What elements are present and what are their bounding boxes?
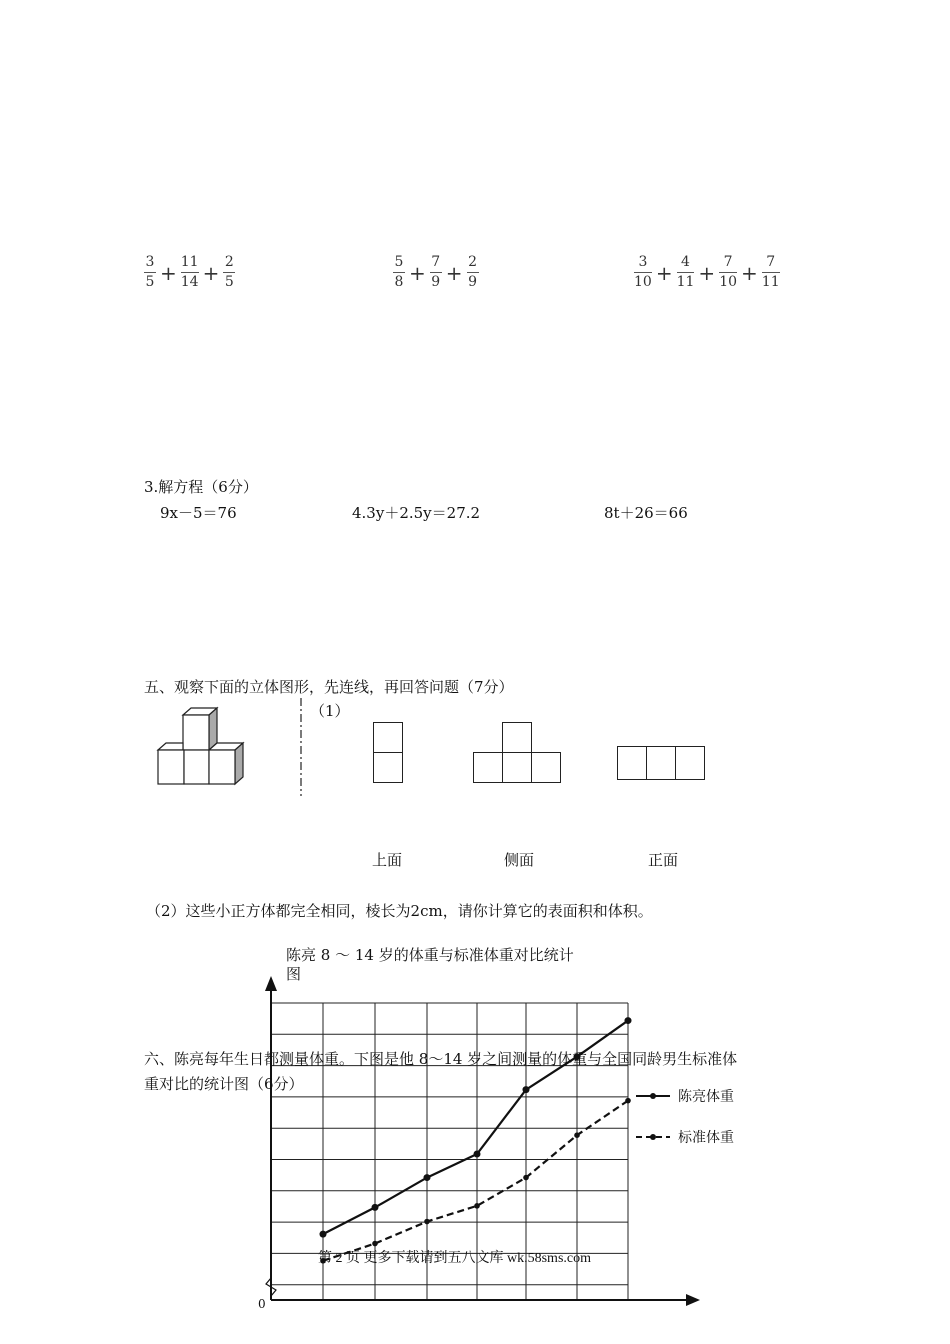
numerator: 3 xyxy=(145,254,155,270)
numerator: 7 xyxy=(723,254,733,270)
legend-label: 陈亮体重 xyxy=(678,1089,734,1105)
numerator: 2 xyxy=(224,254,234,270)
series-line-2 xyxy=(323,1101,628,1261)
origin-label: 0 xyxy=(258,1297,266,1311)
numerator: 7 xyxy=(431,254,441,270)
page-footer: 第 2 页 更多下载请到五八文库 wk.58sms.com xyxy=(318,1251,591,1266)
denominator: 11 xyxy=(676,274,695,290)
section-6-line-1: 六、陈亮每年生日都测量体重。下图是他 8～14 岁之间测量的体重与全国同龄男生标准体 xyxy=(144,1050,738,1068)
denominator: 10 xyxy=(634,274,652,290)
question-2: （2）这些小正方体都完全相同，棱长为2cm，请你计算它的表面积和体积。 xyxy=(146,902,653,920)
view-label-front: 正面 xyxy=(648,851,679,869)
plus-sign: + xyxy=(202,260,220,285)
section-3-title: 3.解方程（6分） xyxy=(144,478,258,496)
data-point xyxy=(474,1203,480,1209)
denominator: 5 xyxy=(224,274,234,290)
data-point xyxy=(523,1086,530,1093)
numerator: 5 xyxy=(394,254,404,270)
data-point xyxy=(372,1204,379,1211)
equation-3: 8t＋26＝66 xyxy=(604,504,688,522)
plus-sign: + xyxy=(445,260,463,285)
plus-sign: + xyxy=(741,260,758,285)
legend-marker xyxy=(650,1134,656,1140)
denominator: 10 xyxy=(719,274,738,290)
data-point xyxy=(372,1241,378,1247)
denominator: 8 xyxy=(394,274,404,290)
chart-title-line-1: 陈亮 8 ～ 14 岁的体重与标准体重对比统计 xyxy=(286,946,574,964)
numerator: 11 xyxy=(180,254,199,270)
data-point xyxy=(320,1231,327,1238)
legend-label: 标准体重 xyxy=(678,1130,734,1146)
plus-sign: + xyxy=(655,260,673,285)
data-point xyxy=(523,1175,529,1181)
plus-sign: + xyxy=(409,260,426,285)
equation-2: 4.3y＋2.5y＝27.2 xyxy=(352,504,481,522)
data-point xyxy=(424,1219,430,1225)
view-label-side: 侧面 xyxy=(504,851,535,869)
denominator: 14 xyxy=(180,274,199,290)
plus-sign: + xyxy=(160,260,177,285)
numerator: 7 xyxy=(766,254,776,270)
chart-title-line-2: 图 xyxy=(286,965,302,983)
data-point xyxy=(625,1098,631,1104)
denominator: 11 xyxy=(761,274,780,290)
data-point xyxy=(474,1151,481,1158)
numerator: 4 xyxy=(681,254,690,270)
legend-marker xyxy=(650,1093,656,1099)
denominator: 5 xyxy=(145,274,155,290)
denominator: 9 xyxy=(468,274,477,290)
denominator: 9 xyxy=(431,274,441,290)
data-point xyxy=(574,1132,580,1138)
view-label-top: 上面 xyxy=(372,851,403,869)
data-point xyxy=(625,1017,632,1024)
equation-1: 9x－5＝76 xyxy=(160,504,237,522)
numerator: 2 xyxy=(468,254,477,270)
data-point xyxy=(424,1174,431,1181)
plus-sign: + xyxy=(698,260,716,285)
section-5-title: 五、观察下面的立体图形，先连线，再回答问题（7分） xyxy=(144,678,514,696)
part-1-label: （1） xyxy=(310,702,350,720)
section-6-line-2: 重对比的统计图（6分） xyxy=(144,1075,304,1093)
numerator: 3 xyxy=(638,254,648,270)
